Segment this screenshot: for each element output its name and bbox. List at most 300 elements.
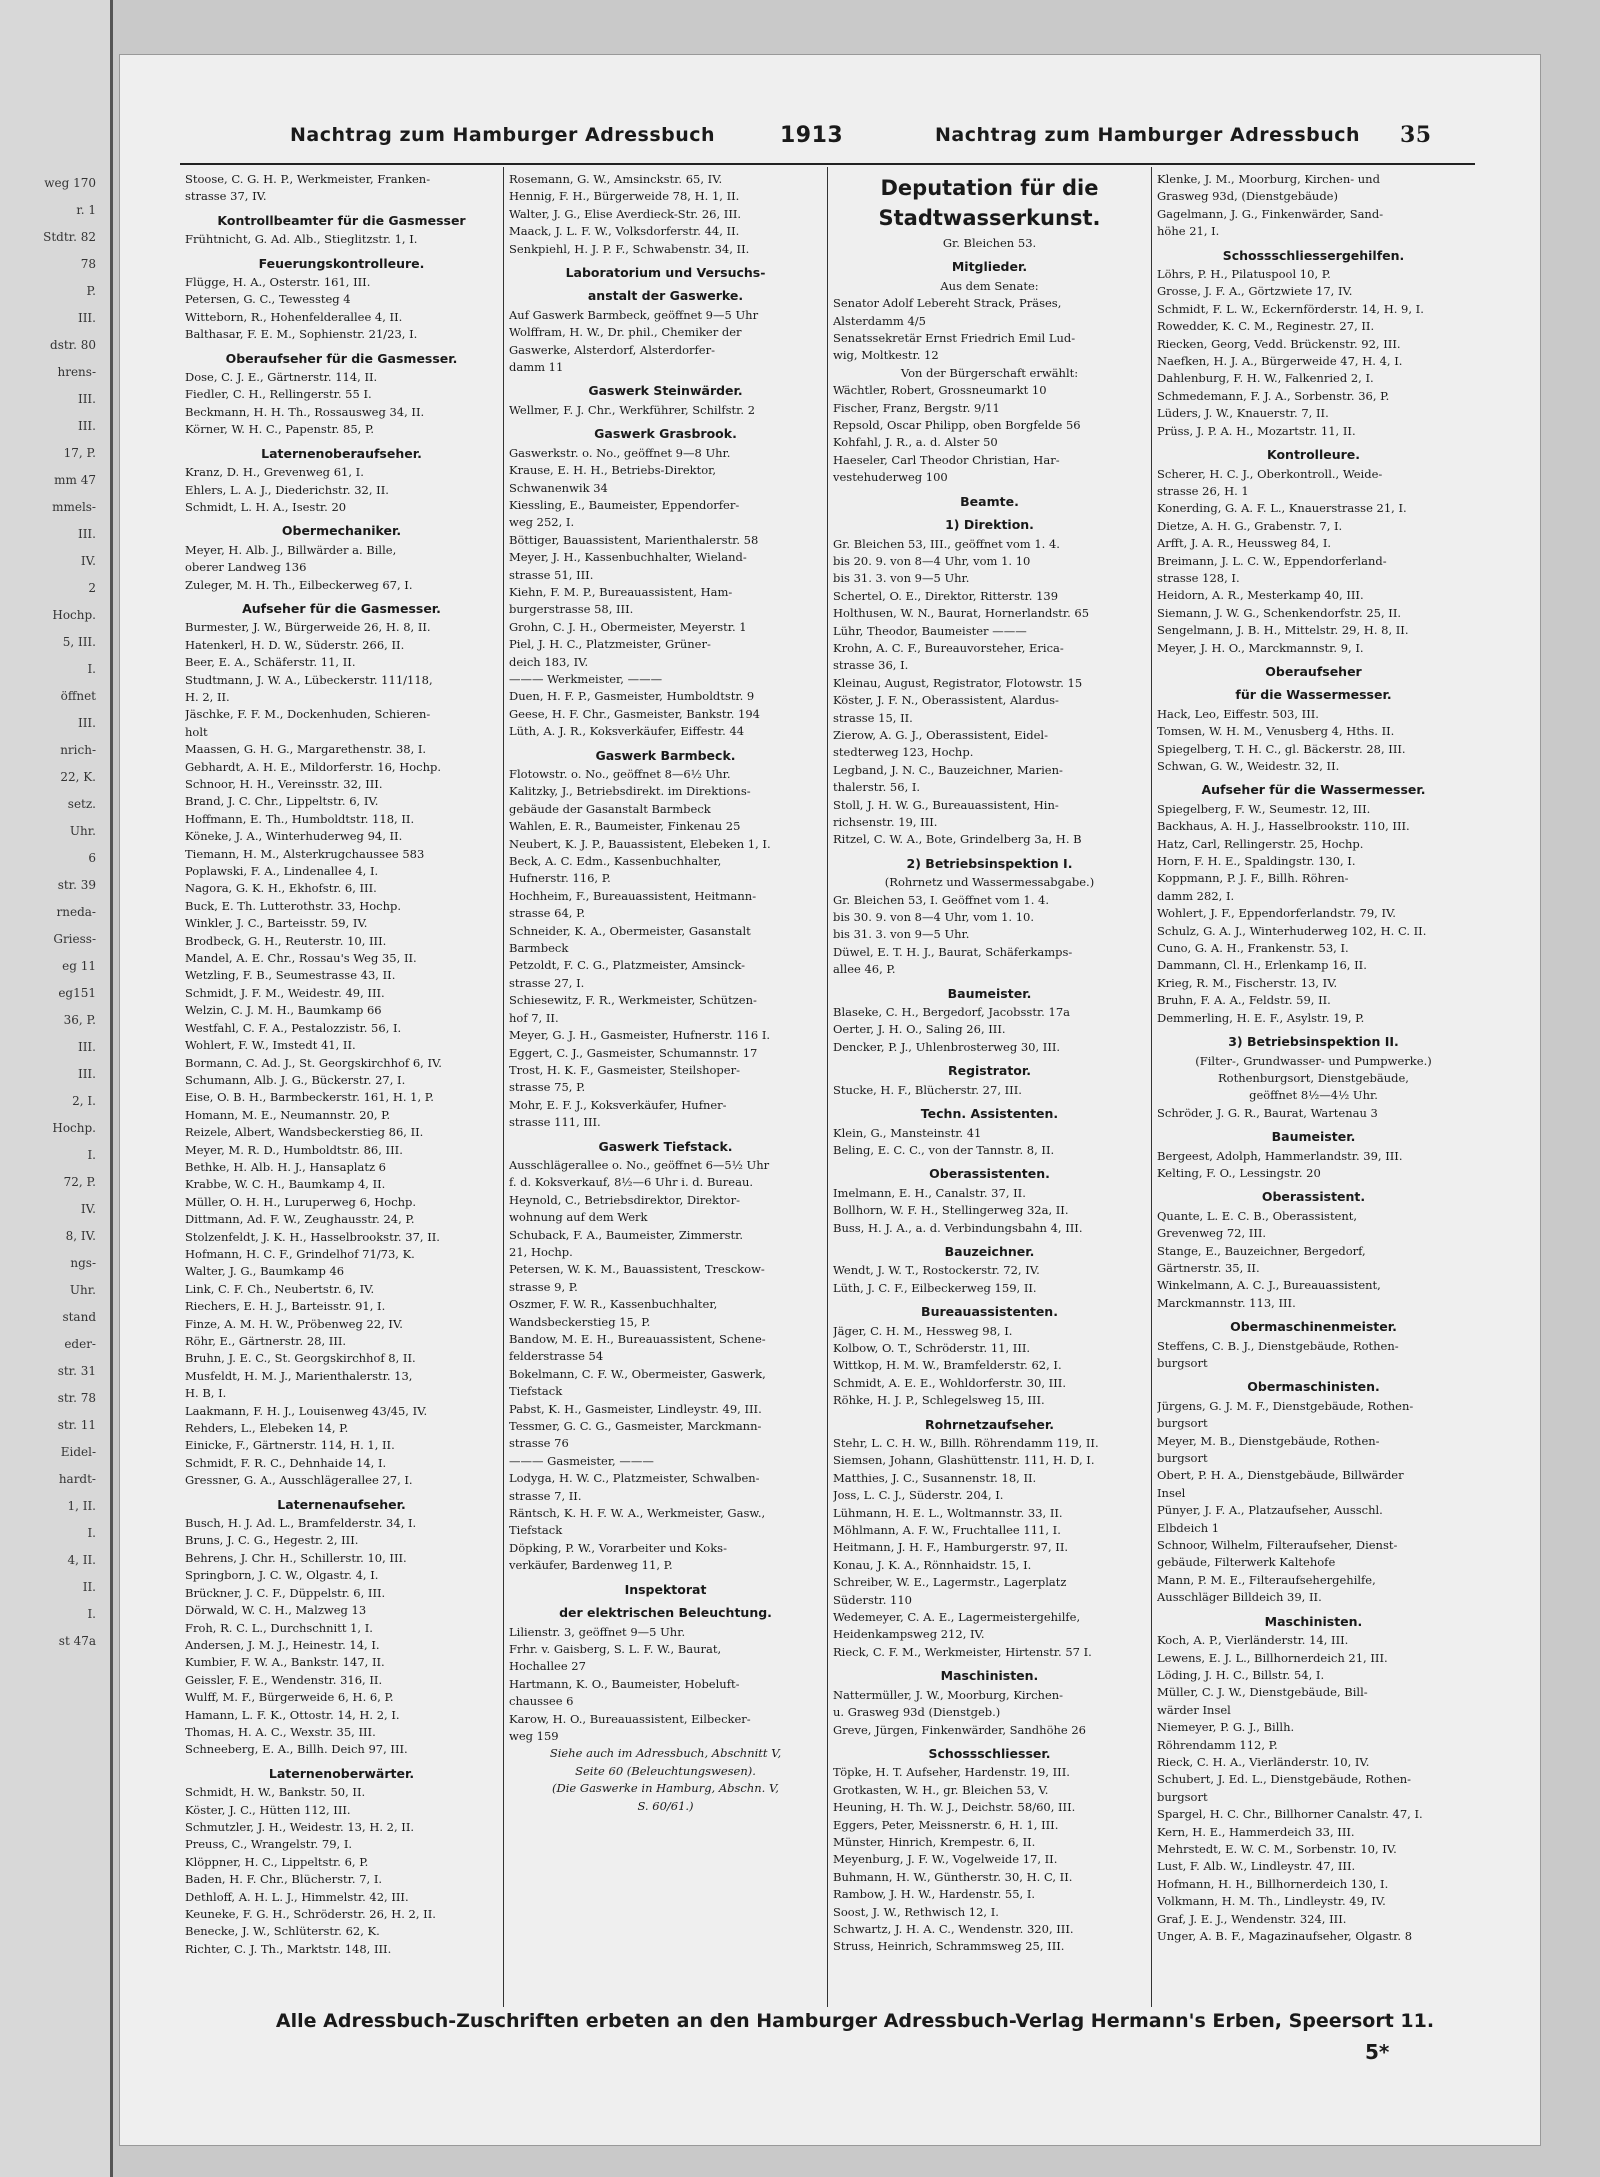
directory-entry: Hatz, Carl, Rellingerstr. 25, Hochp. — [1157, 836, 1364, 851]
column-2 — [504, 167, 828, 2007]
directory-entry: Lüth, A. J. R., Koksverkäufer, Eiffestr. 44 — [509, 724, 745, 739]
directory-entry: Schmidt, J. F. M., Weidestr. 49, III. — [185, 985, 385, 1000]
edge-fragment: öffnet — [60, 689, 96, 703]
directory-entry: Legband, J. N. C., Bauzeichner, Marien- — [833, 762, 1063, 777]
directory-entry: Riecken, Georg, Vedd. Brückenstr. 92, III. — [1157, 336, 1401, 351]
directory-entry: Demmerling, H. E. F., Asylstr. 19, P. — [1157, 1010, 1365, 1025]
edge-fragment: I. — [87, 1607, 96, 1621]
directory-entry: Klein, G., Mansteinstr. 41 — [833, 1125, 982, 1140]
directory-entry: Ausschläger Billdeich 39, II. — [1157, 1590, 1322, 1605]
directory-entry: Gagelmann, J. G., Finkenwärder, Sand- — [1157, 206, 1384, 221]
directory-entry: Wendt, J. W. T., Rostockerstr. 72, IV. — [833, 1263, 1040, 1278]
directory-entry: Froh, R. C. L., Durchschnitt 1, I. — [185, 1620, 373, 1635]
section-heading: Registrator. — [947, 1063, 1032, 1079]
directory-entry: Lühr, Theodor, Baumeister ——— — [833, 623, 1027, 638]
directory-entry: Grasweg 93d, (Dienstgebäude) — [1157, 189, 1338, 204]
directory-entry: bis 20. 9. von 8—4 Uhr, vom 1. 10 — [833, 553, 1031, 568]
directory-entry: Flügge, H. A., Osterstr. 161, III. — [185, 275, 371, 290]
directory-entry: Thomas, H. A. C., Wexstr. 35, III. — [185, 1724, 376, 1739]
directory-entry: Schnoor, H. H., Vereinsstr. 32, III. — [185, 777, 383, 791]
directory-entry: Jürgens, G. J. M. F., Dienstgebäude, Rothen- — [1157, 1398, 1414, 1413]
directory-entry: Schmidt, H. W., Bankstr. 50, II. — [185, 1785, 366, 1800]
directory-entry: Andersen, J. M. J., Heinestr. 14, I. — [185, 1637, 380, 1652]
directory-entry: Stucke, H. F., Blücherstr. 27, III. — [833, 1082, 1022, 1097]
directory-entry: strasse 9, P. — [509, 1279, 578, 1294]
directory-entry: Heuning, H. Th. W. J., Deichstr. 58/60, III. — [833, 1800, 1076, 1815]
directory-entry: Bandow, M. E. H., Bureauassistent, Schene- — [509, 1332, 766, 1346]
directory-entry: Petzoldt, F. C. G., Platzmeister, Amsinck- — [509, 958, 746, 973]
section-heading: Laternenoberwärter. — [268, 1765, 415, 1781]
directory-entry: Schwartz, J. H. A. C., Wendenstr. 320, III. — [833, 1921, 1074, 1936]
directory-entry: Stoll, J. H. W. G., Bureauassistent, Hin- — [833, 797, 1059, 812]
directory-entry: Dethloff, A. H. L. J., Himmelstr. 42, III. — [185, 1889, 409, 1904]
directory-entry: Wolffram, H. W., Dr. phil., Chemiker der — [509, 325, 742, 340]
directory-entry: strasse 36, I. — [833, 658, 909, 673]
directory-entry: Fischer, Franz, Bergstr. 9/11 — [833, 400, 1000, 415]
edge-fragment: I. — [87, 1526, 96, 1540]
section-heading: Bauzeichner. — [944, 1243, 1035, 1259]
directory-entry: Duen, H. F. P., Gasmeister, Humboldtstr. 9 — [509, 689, 755, 704]
directory-entry: Neubert, K. J. P., Bauassistent, Elebeken 1, I. — [509, 836, 771, 851]
directory-entry: Hamann, L. F. K., Ottostr. 14, H. 2, I. — [185, 1707, 400, 1722]
directory-entry: Schreiber, W. E., Lagermstr., Lagerplatz — [833, 1575, 1067, 1590]
directory-entry: Richter, C. J. Th., Marktstr. 148, III. — [185, 1941, 392, 1956]
directory-entry: Tiefstack — [509, 1523, 563, 1538]
directory-entry: Spiegelberg, F. W., Seumestr. 12, III. — [1157, 801, 1371, 816]
directory-entry: Grotkasten, W. H., gr. Bleichen 53, V. — [833, 1782, 1049, 1797]
directory-entry: Aus dem Senate: — [940, 278, 1039, 293]
directory-entry: Einicke, F., Gärtnerstr. 114, H. 1, II. — [185, 1438, 395, 1453]
directory-entry: Krause, E. H. H., Betriebs-Direktor, — [509, 463, 717, 478]
directory-entry: hof 7, II. — [509, 1010, 559, 1025]
directory-entry: Eise, O. B. H., Barmbeckerstr. 161, H. 1, P. — [185, 1090, 434, 1105]
directory-entry: Beckmann, H. H. Th., Rossausweg 34, II. — [185, 404, 425, 419]
directory-entry: strasse 75, P. — [509, 1080, 586, 1095]
directory-entry: Schwanenwik 34 — [509, 480, 608, 495]
directory-entry: Gaswerke, Alsterdorf, Alsterdorfer- — [509, 342, 715, 357]
edge-fragment: IV. — [80, 554, 96, 568]
directory-entry: Hofmann, H. H., Billhornerdeich 130, I. — [1157, 1876, 1389, 1891]
directory-entry: u. Grasweg 93d (Dienstgeb.) — [833, 1705, 1001, 1720]
directory-entry: höhe 21, I. — [1157, 224, 1220, 239]
directory-entry: Senator Adolf Lebereht Strack, Präses, — [833, 296, 1062, 311]
directory-entry: Graf, J. E. J., Wendenstr. 324, III. — [1157, 1911, 1347, 1926]
directory-entry: Arfft, J. A. R., Heussweg 84, I. — [1157, 536, 1332, 551]
directory-entry: Behrens, J. Chr. H., Schillerstr. 10, III. — [185, 1550, 407, 1565]
directory-entry: Wohlert, F. W., Imstedt 41, II. — [185, 1038, 356, 1053]
directory-entry: Obert, P. H. A., Dienstgebäude, Billwärder — [1157, 1468, 1404, 1483]
edge-fragment: st 47a — [58, 1634, 96, 1648]
edge-fragment: str. 31 — [57, 1364, 96, 1378]
directory-entry: strasse 15, II. — [833, 710, 913, 725]
directory-entry: Gaswerkstr. o. No., geöffnet 9—8 Uhr. — [509, 445, 731, 460]
edge-fragment: III. — [77, 716, 96, 730]
edge-fragment: 4, II. — [67, 1553, 96, 1567]
directory-entry: Kiessling, E., Baumeister, Eppendorfer- — [509, 497, 740, 512]
directory-entry: Rieck, C. H. A., Vierländerstr. 10, IV. — [1157, 1754, 1370, 1769]
edge-fragment: Eidel- — [60, 1445, 96, 1459]
directory-entry: Brand, J. C. Chr., Lippeltstr. 6, IV. — [185, 794, 379, 809]
directory-entry: bis 31. 3. von 9—5 Uhr. — [833, 927, 970, 942]
directory-entry: Eggers, Peter, Meissnerstr. 6, H. 1, III. — [833, 1817, 1059, 1832]
header-year: 1913 — [780, 122, 844, 148]
directory-entry: Wandsbeckerstieg 15, P. — [509, 1314, 651, 1329]
directory-entry: Röhke, H. J. P., Schlegelsweg 15, III. — [833, 1393, 1045, 1408]
directory-entry: Niemeyer, P. G. J., Billh. — [1157, 1720, 1295, 1735]
directory-entry: Eggert, C. J., Gasmeister, Schumannstr. 17 — [509, 1045, 758, 1060]
header-left-title: Nachtrag zum Hamburger Adressbuch — [290, 124, 716, 146]
header-right-title: Nachtrag zum Hamburger Adressbuch — [935, 124, 1361, 146]
section-heading: Techn. Assistenten. — [920, 1106, 1059, 1122]
directory-entry: Springborn, J. C. W., Olgastr. 4, I. — [185, 1568, 379, 1583]
edge-fragment: IV. — [80, 1202, 96, 1216]
directory-entry: vestehuderweg 100 — [833, 470, 948, 485]
directory-entry: Ehlers, L. A. J., Diederichstr. 32, II. — [185, 482, 389, 497]
directory-entry: Köneke, J. A., Winterhuderweg 94, II. — [185, 829, 403, 844]
directory-entry: Körner, W. H. C., Papenstr. 85, P. — [185, 422, 375, 437]
directory-entry: Bruhn, J. E. C., St. Georgskirchhof 8, II. — [185, 1351, 416, 1366]
edge-fragment: III. — [77, 311, 96, 325]
directory-entry: Piel, J. H. C., Platzmeister, Grüner- — [509, 637, 711, 652]
directory-entry: Welzin, C. J. M. H., Baumkamp 66 — [185, 1003, 382, 1018]
directory-entry: Buss, H. J. A., a. d. Verbindungsbahn 4, III. — [833, 1220, 1083, 1235]
section-heading: Feuerungskontrolleure. — [258, 255, 425, 271]
directory-entry: Kern, H. E., Hammerdeich 33, III. — [1157, 1824, 1355, 1839]
directory-entry: burgsort — [1157, 1789, 1208, 1804]
edge-fragment: 78 — [80, 257, 96, 271]
directory-entry: Bruns, J. C. G., Hegestr. 2, III. — [185, 1533, 359, 1548]
directory-entry: Wulff, M. F., Bürgerweide 6, H. 6, P. — [185, 1690, 394, 1705]
directory-entry: Hartmann, K. O., Baumeister, Hobeluft- — [509, 1676, 740, 1691]
directory-entry: strasse 26, H. 1 — [1157, 483, 1249, 498]
directory-entry: Schmidt, F. L. W., Eckernförderstr. 14, H. 9, I. — [1157, 301, 1424, 316]
directory-entry: Keuneke, F. G. H., Schröderstr. 26, H. 2, II. — [185, 1907, 436, 1921]
previous-page-edge — [0, 0, 113, 2177]
directory-entry: strasse 7, II. — [509, 1488, 582, 1503]
directory-entry: Struss, Heinrich, Schrammsweg 25, III. — [833, 1939, 1065, 1954]
section-heading: Aufseher für die Wassermesser. — [1201, 782, 1426, 798]
section-heading: 3) Betriebsinspektion II. — [1228, 1034, 1399, 1050]
directory-entry: deich 183, IV. — [509, 654, 589, 669]
directory-entry: Dammann, Cl. H., Erlenkamp 16, II. — [1157, 958, 1367, 973]
directory-entry: wig, Moltkestr. 12 — [833, 348, 939, 363]
directory-entry: burgsort — [1157, 1356, 1208, 1370]
directory-entry: Geese, H. F. Chr., Gasmeister, Bankstr. 194 — [509, 706, 760, 721]
directory-entry: Rowedder, K. C. M., Reginestr. 27, II. — [1157, 319, 1375, 334]
section-heading: Kontrollbeamter für die Gasmesser — [217, 212, 466, 228]
directory-entry: Siehe auch im Adressbuch, Abschnitt V, — [549, 1746, 782, 1761]
section-heading: Stadtwasserkunst. — [878, 206, 1101, 230]
column-4 — [1152, 167, 1475, 2007]
section-heading: Laternenoberaufseher. — [261, 445, 422, 461]
section-heading: Gaswerk Tiefstack. — [598, 1138, 733, 1154]
directory-entry: Siemsen, Johann, Glashüttenstr. 111, H. D, I. — [833, 1453, 1095, 1468]
directory-entry: Hochallee 27 — [509, 1659, 586, 1674]
directory-entry: 21, Hochp. — [509, 1244, 573, 1259]
directory-entry: Spargel, H. C. Chr., Billhorner Canalstr. 47, I. — [1157, 1807, 1423, 1822]
directory-entry: Studtmann, J. W. A., Lübeckerstr. 111/118, — [185, 672, 433, 687]
edge-fragment: I. — [87, 1148, 96, 1162]
section-heading: für die Wassermesser. — [1235, 687, 1392, 703]
directory-entry: Stoose, C. G. H. P., Werkmeister, Franken- — [185, 172, 431, 186]
directory-entry: (Rohrnetz und Wassermessabgabe.) — [884, 875, 1095, 890]
edge-fragment: 1, II. — [67, 1499, 96, 1513]
directory-entry: Lüth, J. C. F., Eilbeckerweg 159, II. — [833, 1280, 1037, 1295]
edge-fragment: 6 — [88, 851, 96, 865]
edge-fragment: eder- — [64, 1337, 96, 1351]
section-heading: Oberassistent. — [1261, 1189, 1366, 1205]
directory-entry: Grevenweg 72, III. — [1157, 1226, 1267, 1241]
edge-fragment: nrich- — [60, 743, 96, 757]
section-heading: Rohrnetzaufseher. — [924, 1416, 1055, 1432]
directory-entry: Grosse, J. F. A., Görtzwiete 17, IV. — [1157, 284, 1353, 299]
directory-entry: Röhrendamm 112, P. — [1157, 1737, 1278, 1752]
directory-entry: Breimann, J. L. C. W., Eppendorferland- — [1157, 553, 1387, 568]
directory-entry: richsenstr. 19, III. — [833, 815, 938, 829]
edge-fragment: 5, III. — [62, 635, 96, 649]
directory-entry: Alsterdamm 4/5 — [833, 313, 926, 328]
directory-entry: S. 60/61.) — [637, 1798, 694, 1813]
edge-fragment: II. — [82, 1580, 96, 1594]
directory-entry: Cuno, G. A. H., Frankenstr. 53, I. — [1157, 941, 1349, 956]
directory-entry: Prüss, J. P. A. H., Mozartstr. 11, II. — [1157, 423, 1356, 438]
directory-entry: Meyer, M. R. D., Humboldtstr. 86, III. — [185, 1142, 403, 1157]
directory-entry: Hochheim, F., Bureauassistent, Heitmann- — [509, 888, 757, 903]
directory-entry: Ausschlägerallee o. No., geöffnet 6—5½ Uhr — [509, 1157, 770, 1172]
directory-entry: Wellmer, F. J. Chr., Werkführer, Schilfstr. 2 — [509, 402, 756, 417]
directory-entry: Schuback, F. A., Baumeister, Zimmerstr. — [509, 1227, 744, 1242]
edge-fragment: III. — [77, 392, 96, 406]
directory-entry: Jäschke, F. F. M., Dockenhuden, Schieren- — [185, 707, 431, 722]
directory-entry: Süderstr. 110 — [833, 1592, 912, 1607]
directory-entry: Karow, H. O., Bureauassistent, Eilbecker- — [509, 1711, 751, 1726]
section-heading: Schossschliesser. — [928, 1745, 1051, 1761]
directory-entry: Winkler, J. C., Barteisstr. 59, IV. — [185, 916, 368, 931]
section-heading: Laternenaufseher. — [277, 1496, 406, 1512]
directory-entry: Düwel, E. T. H. J., Baurat, Schäferkamps- — [833, 944, 1073, 959]
edge-fragment: rneda- — [56, 905, 96, 919]
edge-fragment: Griess- — [53, 932, 96, 946]
directory-entry: strasse 111, III. — [509, 1115, 601, 1130]
directory-entry: burgerstrasse 58, III. — [509, 602, 634, 617]
edge-fragment: eg 11 — [62, 959, 96, 973]
edge-fragment: I. — [87, 662, 96, 676]
directory-entry: Pabst, K. H., Gasmeister, Lindleystr. 49, III. — [509, 1401, 762, 1416]
directory-entry: Busch, H. J. Ad. L., Bramfelderstr. 34, I. — [185, 1516, 417, 1531]
directory-entry: Fiedler, C. H., Rellingerstr. 55 I. — [185, 387, 372, 402]
section-heading: Mitglieder. — [951, 259, 1028, 275]
directory-entry: Müller, C. J. W., Dienstgebäude, Bill- — [1157, 1685, 1368, 1700]
directory-entry: wärder Insel — [1157, 1702, 1231, 1717]
section-heading: Oberaufseher für die Gasmesser. — [225, 350, 458, 366]
directory-entry: Klenke, J. M., Moorburg, Kirchen- und — [1157, 172, 1380, 186]
directory-entry: Mehrstedt, E. W. C. M., Sorbenstr. 10, IV. — [1157, 1841, 1397, 1856]
directory-entry: Senkpiehl, H. J. P. F., Schwabenstr. 34, II. — [509, 241, 750, 256]
section-heading: Kontrolleure. — [1266, 447, 1361, 463]
directory-entry: geöffnet 8½—4½ Uhr. — [1249, 1088, 1378, 1103]
directory-entry: Schröder, J. G. R., Baurat, Wartenau 3 — [1157, 1105, 1378, 1120]
edge-fragment: Uhr. — [69, 1283, 96, 1297]
directory-entry: weg 252, I. — [509, 515, 575, 530]
directory-entry: Balthasar, F. E. M., Sophienstr. 21/23, I. — [185, 327, 418, 342]
directory-entry: Schmidt, L. H. A., Isestr. 20 — [185, 499, 347, 514]
directory-entry: Heynold, C., Betriebsdirektor, Direktor- — [509, 1192, 740, 1207]
directory-entry: Gärtnerstr. 35, II. — [1157, 1260, 1260, 1275]
directory-entry: Hatenkerl, H. D. W., Süderstr. 266, II. — [185, 637, 405, 652]
edge-fragment: Stdtr. 82 — [43, 230, 96, 244]
directory-entry: Löhrs, P. H., Pilatuspool 10, P. — [1157, 267, 1331, 282]
edge-fragment: III. — [77, 1040, 96, 1054]
directory-entry: Westfahl, C. F. A., Pestalozzistr. 56, I. — [185, 1020, 402, 1035]
directory-entry: Winkelmann, A. C. J., Bureauassistent, — [1157, 1278, 1381, 1293]
directory-entry: Köster, J. F. N., Oberassistent, Alardus- — [833, 693, 1059, 708]
directory-entry: Tomsen, W. H. M., Venusberg 4, Hths. II. — [1157, 724, 1395, 739]
directory-entry: Räntsch, K. H. F. W. A., Werkmeister, Gasw., — [509, 1506, 766, 1521]
directory-entry: Sengelmann, J. B. H., Mittelstr. 29, H. 8, II. — [1157, 623, 1409, 638]
edge-fragment: P. — [86, 284, 96, 298]
directory-entry: Tessmer, G. C. G., Gasmeister, Marckmann- — [509, 1419, 762, 1434]
edge-fragment: mm 47 — [54, 473, 96, 487]
directory-entry: Quante, L. E. C. B., Oberassistent, — [1157, 1208, 1358, 1223]
directory-entry: Insel — [1157, 1485, 1186, 1500]
directory-entry: Kelting, F. O., Lessingstr. 20 — [1157, 1165, 1321, 1180]
page-number: 35 — [1400, 122, 1432, 148]
directory-entry: Heidorn, A. R., Mesterkamp 40, III. — [1157, 588, 1364, 603]
directory-entry: Nattermüller, J. W., Moorburg, Kirchen- — [833, 1687, 1064, 1702]
directory-entry: Maassen, G. H. G., Margarethenstr. 38, I. — [185, 742, 427, 757]
directory-entry: Laakmann, F. H. J., Louisenweg 43/45, IV. — [185, 1403, 428, 1418]
directory-entry: Tiefstack — [509, 1384, 563, 1399]
directory-entry: Dittmann, Ad. F. W., Zeughausstr. 24, P. — [185, 1212, 415, 1227]
edge-fragment: 8, IV. — [65, 1229, 96, 1243]
directory-entry: Döpking, P. W., Vorarbeiter und Koks- — [509, 1540, 727, 1555]
directory-entry: Horn, F. H. E., Spaldingstr. 130, I. — [1157, 854, 1356, 869]
directory-entry: Zuleger, M. H. Th., Eilbeckerweg 67, I. — [185, 577, 413, 592]
directory-entry: Schubert, J. Ed. L., Dienstgebäude, Rothen- — [1157, 1772, 1412, 1787]
edge-fragment: eg151 — [58, 986, 96, 1000]
directory-entry: Kalitzky, J., Betriebsdirekt. im Direktions- — [509, 784, 751, 799]
directory-entry: gebäude der Gasanstalt Barmbeck — [509, 801, 711, 816]
directory-entry: Meyer, J. H., Kassenbuchhalter, Wieland- — [509, 550, 747, 565]
directory-entry: Gebhardt, A. H. E., Mildorferstr. 16, Hochp. — [185, 759, 442, 774]
directory-entry: strasse 51, III. — [509, 567, 594, 582]
directory-entry: (Filter-, Grundwasser- und Pumpwerke.) — [1195, 1053, 1432, 1068]
directory-entry: Oszmer, F. W. R., Kassenbuchhalter, — [509, 1297, 718, 1312]
directory-entry: Petersen, W. K. M., Bauassistent, Tresckow- — [509, 1262, 765, 1277]
directory-entry: Wohlert, J. F., Eppendorferlandstr. 79, IV. — [1157, 906, 1396, 921]
column-3 — [828, 167, 1152, 2007]
section-heading: Schossschliessergehilfen. — [1222, 247, 1405, 263]
directory-entry: wohnung auf dem Werk — [509, 1210, 648, 1225]
directory-entry: Wittkop, H. M. W., Bramfelderstr. 62, I. — [833, 1358, 1062, 1373]
directory-entry: Von der Bürgerschaft erwählt: — [900, 365, 1079, 380]
directory-entry: Maack, J. L. F. W., Volksdorferstr. 44, II. — [509, 224, 740, 239]
directory-entry: Rieck, C. F. M., Werkmeister, Hirtenstr. 57 I. — [833, 1644, 1092, 1659]
directory-page — [120, 55, 1540, 2145]
directory-entry: Matthies, J. C., Susannenstr. 18, II. — [833, 1470, 1037, 1485]
section-heading: Obermechaniker. — [281, 523, 402, 539]
section-heading: Baumeister. — [1271, 1129, 1356, 1145]
directory-entry: Heidenkampsweg 212, IV. — [833, 1627, 985, 1642]
directory-entry: Zierow, A. G. J., Oberassistent, Eidel- — [833, 727, 1048, 742]
directory-entry: Lewens, E. J. L., Billhornerdeich 21, III. — [1157, 1650, 1388, 1665]
directory-entry: Burmester, J. W., Bürgerweide 26, H. 8, II. — [185, 620, 431, 635]
directory-entry: Mann, P. M. E., Filteraufsehergehilfe, — [1157, 1572, 1376, 1587]
directory-entry: Stolzenfeldt, J. K. H., Hasselbrookstr. 37, II. — [185, 1229, 440, 1244]
edge-fragment: Hochp. — [52, 608, 96, 622]
directory-entry: Schumann, Alb. J. G., Bückerstr. 27, I. — [185, 1072, 406, 1087]
directory-entry: Homann, M. E., Neumannstr. 20, P. — [185, 1107, 391, 1122]
directory-entry: Imelmann, E. H., Canalstr. 37, II. — [833, 1185, 1026, 1200]
section-heading: der elektrischen Beleuchtung. — [559, 1605, 772, 1621]
directory-entry: Witteborn, R., Hohenfelderallee 4, II. — [185, 309, 403, 324]
section-heading: Oberassistenten. — [929, 1166, 1050, 1182]
directory-entry: Kranz, D. H., Grevenweg 61, I. — [185, 465, 364, 480]
directory-entry: Repsold, Oscar Philipp, oben Borgfelde 56 — [833, 418, 1081, 433]
directory-entry: Dencker, P. J., Uhlenbrosterweg 30, III. — [833, 1039, 1061, 1054]
directory-entry: Benecke, J. W., Schlüterstr. 62, K. — [185, 1924, 380, 1939]
directory-entry: Preuss, C., Wrangelstr. 79, I. — [185, 1837, 353, 1852]
directory-entry: Hoffmann, E. Th., Humboldtstr. 118, II. — [185, 811, 415, 826]
section-heading: Aufseher für die Gasmesser. — [242, 600, 441, 616]
directory-entry: Gressner, G. A., Ausschlägerallee 27, I. — [185, 1473, 413, 1488]
section-heading: Gaswerk Grasbrook. — [594, 426, 737, 442]
directory-entry: bis 31. 3. von 9—5 Uhr. — [833, 571, 970, 586]
directory-entry: Tiemann, H. M., Alsterkrugchaussee 583 — [185, 846, 425, 861]
directory-entry: Kumbier, F. W. A., Bankstr. 147, II. — [185, 1655, 385, 1670]
directory-entry: Meyer, H. Alb. J., Billwärder a. Bille, — [185, 542, 397, 557]
directory-entry: Grohn, C. J. H., Obermeister, Meyerstr. 1 — [509, 619, 747, 634]
directory-entry: Marckmannstr. 113, III. — [1157, 1295, 1296, 1310]
directory-entry: Frühtnicht, G. Ad. Alb., Stieglitzstr. 1, I. — [185, 232, 418, 247]
section-heading: anstalt der Gaswerke. — [587, 288, 744, 304]
directory-entry: Hack, Leo, Eiffestr. 503, III. — [1157, 706, 1319, 721]
directory-entry: Stange, E., Bauzeichner, Bergedorf, — [1157, 1243, 1366, 1258]
directory-entry: strasse 128, I. — [1157, 570, 1240, 585]
directory-entry: Schiesewitz, F. R., Werkmeister, Schützen- — [509, 993, 757, 1008]
section-heading: Gaswerk Steinwärder. — [588, 383, 743, 399]
directory-entry: Petersen, G. C., Tewessteg 4 — [185, 292, 351, 307]
directory-entry: Link, C. F. Ch., Neubertstr. 6, IV. — [185, 1281, 375, 1296]
text-columns — [180, 167, 1475, 2007]
directory-entry: Schmidt, F. R. C., Dehnhaide 14, I. — [185, 1455, 387, 1470]
edge-fragment: 17, P. — [63, 446, 96, 460]
publisher-footer: Alle Adressbuch-Zuschriften erbeten an den Hamburger Adressbuch-Verlag Hermann's Erben, Speersort 11. — [275, 2010, 1435, 2032]
directory-entry: Bergeest, Adolph, Hammerlandstr. 39, III. — [1157, 1148, 1403, 1163]
directory-entry: Schmidt, A. E. E., Wohldorferstr. 30, III. — [833, 1375, 1066, 1390]
section-heading: Gaswerk Barmbeck. — [595, 747, 736, 763]
directory-entry: Scherer, H. C. J., Oberkontroll., Weide- — [1157, 466, 1383, 481]
section-heading: Obermaschinenmeister. — [1230, 1319, 1397, 1335]
directory-entry: Greve, Jürgen, Finkenwärder, Sandhöhe 26 — [833, 1722, 1086, 1737]
directory-entry: Konau, J. K. A., Rönnhaidstr. 15, I. — [833, 1557, 1032, 1572]
directory-entry: Heitmann, J. H. F., Hamburgerstr. 97, II. — [833, 1540, 1069, 1555]
directory-entry: burgsort — [1157, 1416, 1208, 1431]
edge-fragment: str. 78 — [57, 1391, 96, 1405]
directory-entry: Kohfahl, J. R., a. d. Alster 50 — [833, 435, 998, 450]
directory-entry: Lühmann, H. E. L., Woltmannstr. 33, II. — [833, 1505, 1063, 1520]
edge-fragment: 2, I. — [72, 1094, 96, 1108]
directory-entry: H. B, I. — [185, 1386, 227, 1401]
directory-entry: Böttiger, Bauassistent, Marienthalerstr. 58 — [509, 532, 759, 547]
directory-entry: Schnoor, Wilhelm, Filteraufseher, Dienst- — [1157, 1538, 1398, 1553]
edge-fragment: 36, P. — [63, 1013, 96, 1027]
directory-entry: ——— Gasmeister, ——— — [509, 1453, 654, 1468]
directory-entry: Buck, E. Th. Lutterothstr. 33, Hochp. — [185, 898, 402, 913]
directory-entry: Gr. Bleichen 53. — [942, 236, 1037, 250]
directory-entry: Oerter, J. H. O., Saling 26, III. — [833, 1022, 1006, 1037]
directory-entry: Münster, Hinrich, Krempestr. 6, II. — [833, 1834, 1036, 1849]
